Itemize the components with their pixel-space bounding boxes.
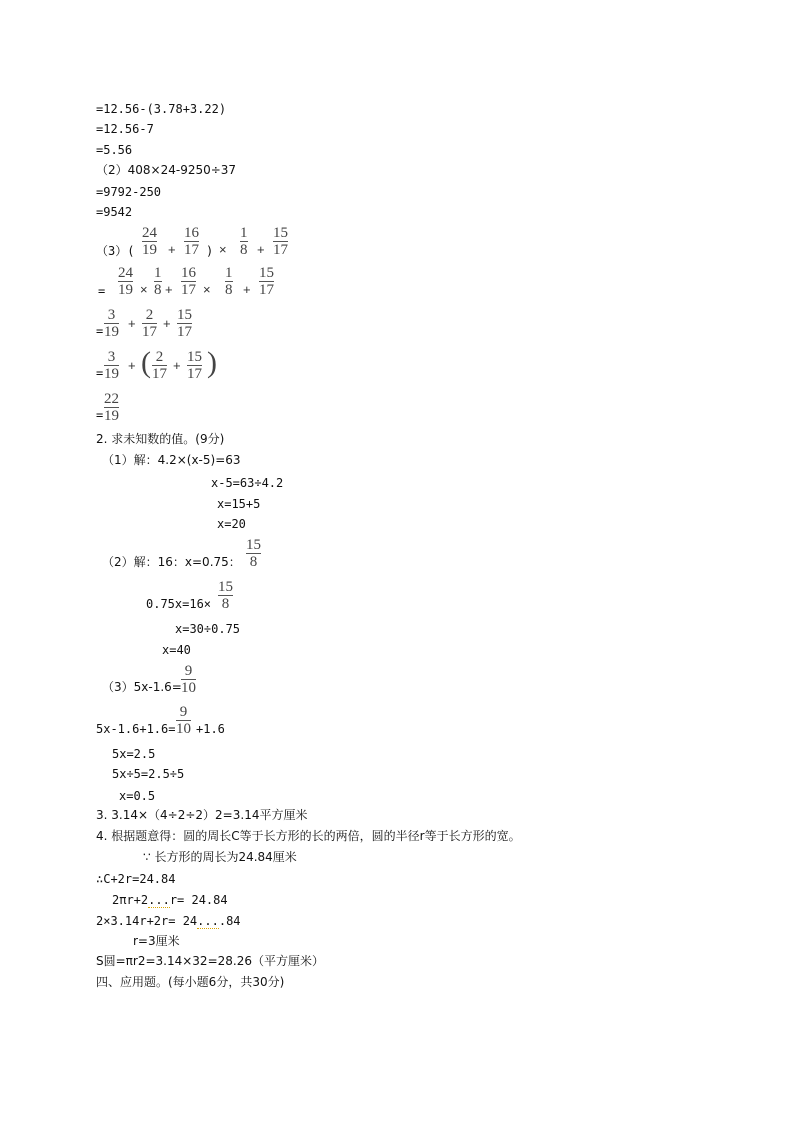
section-2-heading: 2. 求未知数的值。(9分) <box>96 432 225 446</box>
line-21: x=40 <box>162 643 191 657</box>
times-sign: × <box>140 282 148 297</box>
line-28: 4. 根据题意得：圆的周长C等于长方形的长的两倍，圆的半径r等于长方形的宽。 <box>96 829 521 843</box>
fraction: 1 8 <box>225 265 233 298</box>
plus-sign: + <box>165 282 173 297</box>
plus-sign: + <box>128 316 136 331</box>
line-1: =12.56-(3.78+3.22) <box>96 102 227 116</box>
fraction: 9 10 <box>176 704 191 737</box>
paren-open: ( <box>141 346 151 379</box>
line-25: 5x÷5=2.5÷5 <box>112 767 185 781</box>
line-7-prefix: （3）( <box>96 244 135 258</box>
fraction: 15 17 <box>177 307 192 340</box>
line-4: （2）408×24-9250÷37 <box>96 163 237 177</box>
plus-sign: + <box>243 282 251 297</box>
fraction: 1 8 <box>154 265 162 298</box>
line-3: =5.56 <box>96 143 133 157</box>
line-14: （1）解：4.2×(x-5)=63 <box>102 453 241 467</box>
plus-sign: + <box>257 242 265 257</box>
line-2: =12.56-7 <box>96 122 154 136</box>
fraction: 2 17 <box>142 307 157 340</box>
line-22: （3）5x-1.6= <box>102 680 182 694</box>
line-30: ∴C+2r=24.84 <box>96 872 176 886</box>
section-4-heading: 四、应用题。(每小题6分，共30分) <box>96 975 285 989</box>
equals-sign: = <box>98 284 106 298</box>
fraction: 3 19 <box>104 307 119 340</box>
plus-sign: + <box>163 316 171 331</box>
equals-sign: = <box>96 408 104 422</box>
times-sign: × <box>219 242 227 257</box>
fraction: 16 17 <box>184 225 199 258</box>
line-27: 3. 3.14×（4÷2÷2）2=3.14平方厘米 <box>96 808 308 822</box>
paren-close: ) <box>207 346 217 379</box>
omitted-mark: ... <box>148 893 170 907</box>
line-33: r=3厘米 <box>133 934 180 948</box>
line-19: 0.75x=16× <box>146 597 212 611</box>
line-15: x-5=63÷4.2 <box>211 476 284 490</box>
plus-sign: + <box>128 358 136 373</box>
line-31: 2πr+2...r= 24.84 <box>112 893 228 907</box>
plus-sign: + <box>168 242 176 257</box>
line-16: x=15+5 <box>217 497 261 511</box>
line-23: 5x-1.6+1.6= <box>96 722 176 736</box>
line-32: 2×3.14r+2r= 24....84 <box>96 914 241 928</box>
line-20: x=30÷0.75 <box>175 622 241 636</box>
equals-sign: = <box>96 324 104 338</box>
omitted-mark: ... <box>197 914 219 928</box>
fraction: 22 19 <box>104 391 119 424</box>
paren-close: ) <box>206 244 214 258</box>
fraction: 9 10 <box>181 663 196 696</box>
fraction: 16 17 <box>181 265 196 298</box>
fraction: 24 19 <box>118 265 133 298</box>
fraction: 3 19 <box>104 349 119 382</box>
fraction: 1 8 <box>240 225 248 258</box>
line-18: （2）解：16：x=0.75： <box>102 555 241 569</box>
times-sign: × <box>203 282 211 297</box>
line-17: x=20 <box>217 517 246 531</box>
line-29: ∵ 长方形的周长为24.84厘米 <box>143 850 297 864</box>
line-24: 5x=2.5 <box>112 747 156 761</box>
fraction: 15 8 <box>246 537 261 570</box>
line-5: =9792-250 <box>96 185 162 199</box>
fraction: 2 17 <box>152 349 167 382</box>
line-34: S圆=πr2=3.14×32=28.26（平方厘米） <box>96 954 324 968</box>
line-26: x=0.5 <box>119 789 156 803</box>
equals-sign: = <box>96 366 104 380</box>
fraction: 24 19 <box>142 225 157 258</box>
fraction: 15 17 <box>273 225 288 258</box>
line-6: =9542 <box>96 205 133 219</box>
line-23-tail: +1.6 <box>196 722 225 736</box>
fraction: 15 8 <box>218 579 233 612</box>
fraction: 15 17 <box>259 265 274 298</box>
fraction: 15 17 <box>187 349 202 382</box>
plus-sign: + <box>173 358 181 373</box>
